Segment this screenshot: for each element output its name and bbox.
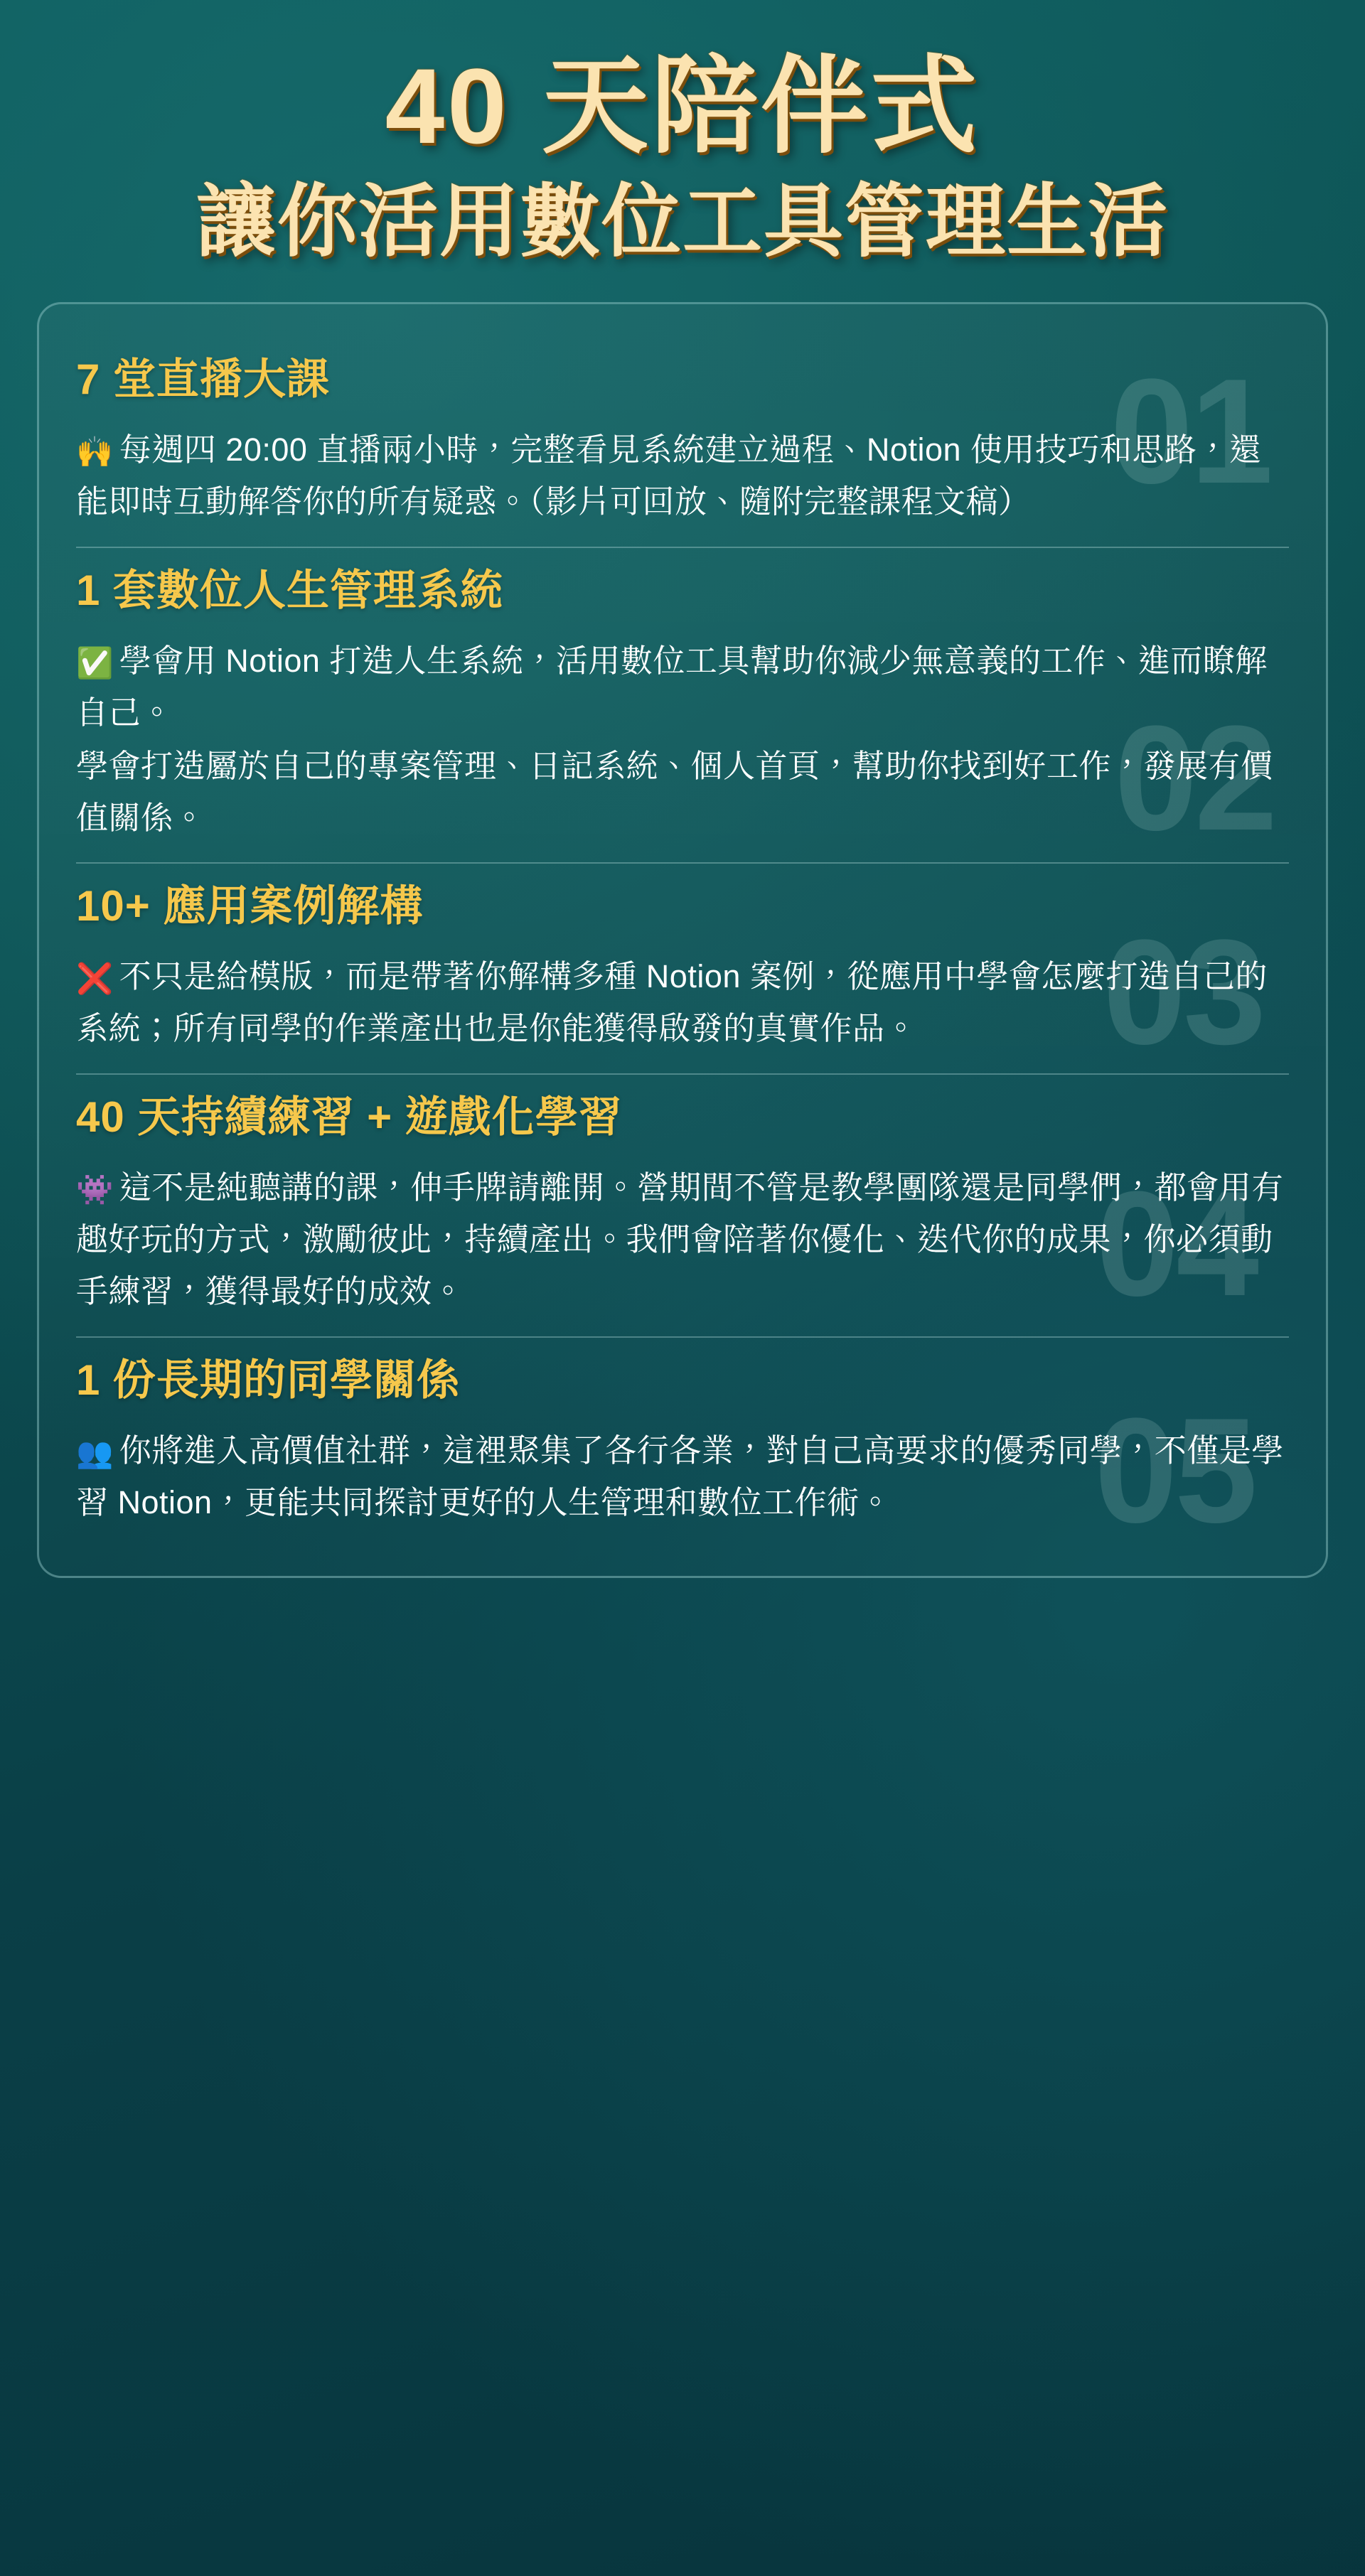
feature-heading-2: 1 套數位人生管理系統 [76, 566, 504, 614]
page-title [37, 28, 1328, 284]
busts-in-silhouette-icon: 👥 [76, 1436, 114, 1470]
cross-mark-icon: ❌ [76, 962, 114, 996]
raised-hands-icon: 🙌 [76, 434, 114, 468]
feature-body-4 [76, 1160, 1289, 1328]
feature-heading-5: 1 份長期的同學關係 [76, 1356, 461, 1405]
feature-body-1 [76, 424, 1289, 528]
features-card [37, 302, 1328, 1578]
feature-text: 這不是純聽講的課，伸手牌請離開。營期間不管是教學團隊還是同學們，都會用有趣好玩的方式，激勵彼此，持續產出。我們會陪著你優化、迭代你的成果，你必須動手練習，獲得最好的成效。 [76, 1169, 1284, 1310]
feature-section-3 [76, 862, 1289, 1076]
title-line-1: 40 天陪伴式 [385, 46, 980, 166]
feature-paragraph [76, 424, 1289, 528]
check-mark-icon: ✅ [76, 645, 114, 680]
feature-heading-4: 40 天持續練習 + 遊戲化學習 [76, 1093, 622, 1142]
section-number-watermark: 01 [1110, 347, 1270, 515]
section-number-watermark: 04 [1096, 1160, 1256, 1328]
feature-paragraph [76, 1425, 1289, 1529]
title-line-2: 讓你活用數位工具管理生活 [196, 177, 1169, 266]
feature-body-2 [76, 635, 1289, 862]
feature-body-3 [76, 951, 1289, 1055]
feature-paragraph [76, 741, 1289, 844]
feature-body-5 [76, 1425, 1289, 1529]
section-number-watermark: 05 [1094, 1387, 1255, 1555]
feature-paragraph [76, 951, 1289, 1055]
alien-monster-icon: 👾 [76, 1173, 114, 1207]
feature-section-5 [76, 1336, 1289, 1555]
section-number-watermark: 03 [1103, 908, 1263, 1076]
feature-paragraph [76, 1160, 1289, 1328]
feature-text: 學會打造屬於自己的專案管理、日記系統、個人首頁，幫助你找到好工作，發展有價值關係。 [76, 747, 1273, 836]
feature-text: 每週四 20:00 直播兩小時，完整看見系統建立過程、Notion 使用技巧和思路，還能即時互動解答你的所有疑惑。（影片可回放、隨附完整課程文稿） [76, 431, 1262, 520]
feature-text: 學會用 Notion 打造人生系統，活用數位工具幫助你減少無意義的工作、進而瞭解自己。 [76, 642, 1268, 731]
feature-paragraph [76, 635, 1289, 739]
feature-section-1 [76, 337, 1289, 547]
feature-section-4 [76, 1073, 1289, 1336]
feature-heading-3: 10+ 應用案例解構 [76, 882, 424, 930]
feature-text: 不只是給模版，而是帶著你解構多種 Notion 案例，從應用中學會怎麼打造自己的系統；所有同學的作業產出也是你能獲得啟發的真實作品。 [76, 958, 1268, 1047]
feature-text: 你將進入高價值社群，這裡聚集了各行各業，對自己高要求的優秀同學，不僅是學習 Notion，更能共同探討更好的人生管理和數位工作術。 [76, 1432, 1284, 1521]
feature-heading-1: 7 堂直播大課 [76, 355, 331, 403]
section-number-watermark: 02 [1114, 694, 1275, 862]
feature-section-2 [76, 547, 1289, 863]
